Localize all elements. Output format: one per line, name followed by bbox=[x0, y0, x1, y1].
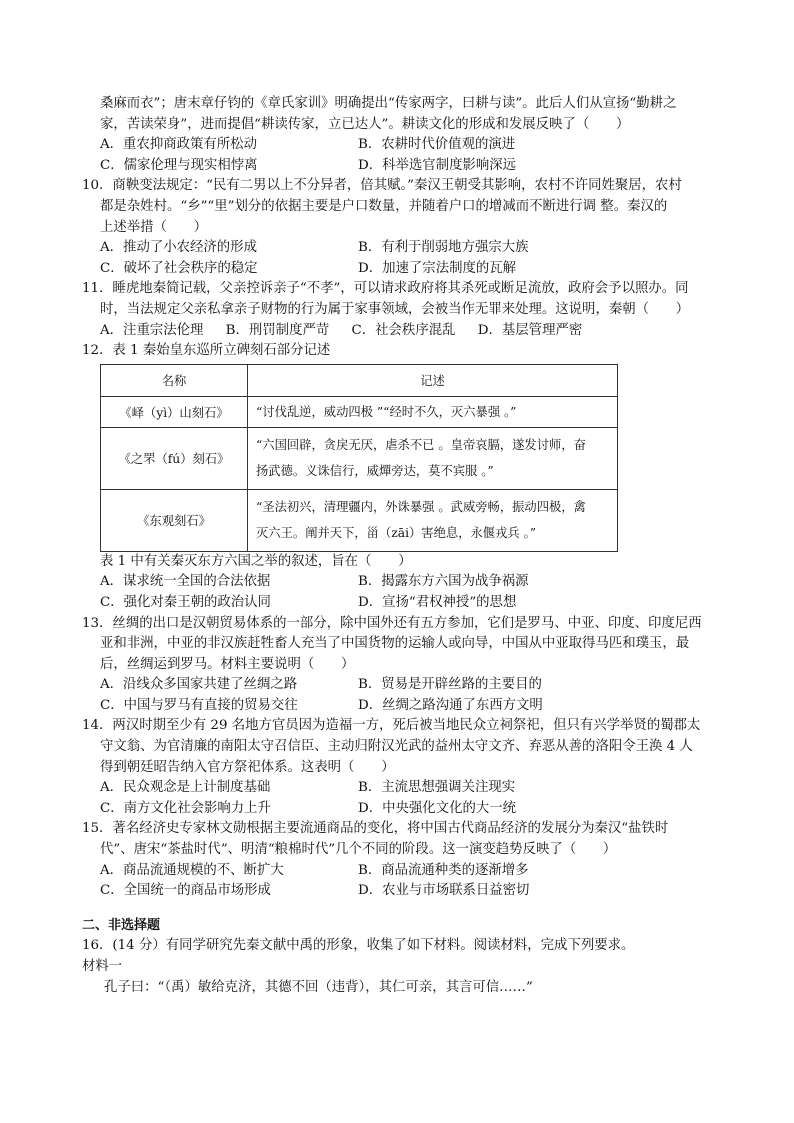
record-line: 扬武德。义诛信行，威燀旁达，莫不宾服 。” bbox=[256, 464, 494, 479]
q13-text-line3: 后，丝绸运到罗马。材料主要说明（ ） bbox=[100, 656, 355, 672]
record-line: “讨伐乱逆，威动四极 ”“经时不久，灭六暴强 。” bbox=[256, 404, 517, 419]
table-cell-name: 《东观刻石》 bbox=[101, 489, 248, 551]
q9-option-c[interactable]: C．儒家伦理与现实相悖离 bbox=[100, 157, 258, 173]
q14-option-c[interactable]: C．南方文化社会影响力上升 bbox=[100, 800, 271, 816]
q15-options-row1 bbox=[100, 861, 712, 882]
q12-stem: 表 1 中有关秦灭东方六国之举的叙述，旨在（ ） bbox=[100, 553, 412, 569]
q12-option-d[interactable]: D．宣扬“君权神授”的思想 bbox=[358, 594, 517, 610]
q10-option-b[interactable]: B．有利于削弱地方强宗大族 bbox=[358, 240, 529, 256]
q9-text-line1: 桑麻而衣”；唐末章仔钧的《章氏家训》明确提出“传家两字，曰耕与读”。此后人们从宣扬“勤耕之 bbox=[100, 96, 677, 111]
table-cell-name: 《峄（yì）山刻石》 bbox=[101, 396, 248, 427]
q12-options-row1 bbox=[100, 572, 712, 593]
q13-text-line1: 13．丝绸的出口是汉朝贸易体系的一部分，除中国外还有五方参加，它们是罗马、中亚、印度、印度尼西 bbox=[82, 615, 702, 631]
q13-text-line2: 亚和非洲，中亚的非汉族赶牲畜人充当了中国货物的运输人或向导，中国从中亚取得马匹和璞玉，最 bbox=[100, 636, 690, 652]
q9-option-b[interactable]: B．农耕时代价值观的演进 bbox=[358, 137, 516, 153]
record-line: “圣法初兴，清理疆内，外诛暴强 。武威旁畅，振动四极，禽 bbox=[256, 500, 586, 515]
q11-option-b[interactable]: B．刑罚制度严苛 bbox=[225, 322, 330, 338]
q15-text-line1: 15．著名经济史专家林文勋根据主要流通商品的变化，将中国古代商品经济的发展分为秦汉“盐铁时 bbox=[82, 821, 669, 837]
table-header-name: 名称 bbox=[101, 364, 248, 396]
q10-option-c[interactable]: C．破坏了社会秩序的稳定 bbox=[100, 260, 258, 276]
q12-option-c[interactable]: C．强化对秦王朝的政治认同 bbox=[100, 594, 271, 610]
table-cell-name: 《之罘（fú）刻石》 bbox=[101, 427, 248, 489]
table-header-record: 记述 bbox=[248, 364, 618, 396]
q14-option-a[interactable]: A．民众观念是上计制度基础 bbox=[100, 780, 271, 796]
q11-option-d[interactable]: D．基层管理严密 bbox=[477, 322, 583, 338]
q10-options-row2 bbox=[100, 259, 712, 280]
q15-options-row2 bbox=[100, 881, 712, 902]
q12-option-a[interactable]: A．谋求统一全国的合法依据 bbox=[100, 574, 271, 590]
q12-table bbox=[100, 364, 618, 552]
material-label: 材料一 bbox=[82, 959, 123, 974]
record-line: 灭六王。阐并天下，甾（zāi）害绝息，永偃戎兵 。” bbox=[256, 526, 537, 541]
q14-text-line1: 14．两汉时期至少有 29 名地方官员因为造福一方，死后被当地民众立祠祭祀，但只有兴学举贤的蜀郡太 bbox=[82, 718, 701, 734]
question-15 bbox=[82, 819, 712, 901]
q14-text-line3: 得到朝廷昭告纳入官方祭祀体系。这表明（ ） bbox=[100, 759, 395, 775]
q13-options-row2 bbox=[100, 696, 712, 717]
q13-options-row1 bbox=[100, 675, 712, 696]
table-cell-record bbox=[248, 489, 618, 551]
q10-option-a[interactable]: A．推动了小农经济的形成 bbox=[100, 240, 257, 256]
q12-title: 12．表 1 秦始皇东巡所立碑刻石部分记述 bbox=[82, 343, 331, 359]
question-9 bbox=[100, 94, 712, 176]
table-row bbox=[101, 396, 618, 427]
question-13 bbox=[82, 614, 712, 717]
q10-options-row1 bbox=[100, 238, 712, 259]
q10-option-d[interactable]: D．加速了宗法制度的瓦解 bbox=[358, 260, 517, 276]
q13-option-b[interactable]: B．贸易是开辟丝路的主要目的 bbox=[358, 677, 542, 693]
q16-stem: 16．(14 分）有同学研究先秦文献中禹的形象，收集了如下材料。阅读材料，完成下列要求。 bbox=[82, 938, 635, 954]
q14-options-row1 bbox=[100, 778, 712, 799]
q15-text-line2: 代”、唐宋“茶盐时代”、明清“粮棉时代”几个不同的阶段。这一演变趋势反映了（ ） bbox=[100, 842, 617, 858]
question-11 bbox=[82, 279, 712, 341]
exam-page bbox=[82, 94, 712, 998]
q9-option-d[interactable]: D．科举选官制度影响深远 bbox=[358, 157, 517, 173]
q13-option-c[interactable]: C．中国与罗马有直接的贸易交往 bbox=[100, 697, 298, 713]
q11-option-a[interactable]: A．注重宗法伦理 bbox=[100, 322, 204, 338]
material-quote: 孔子曰：“（禹）敏给克济，其德不回（违背），其仁可亲，其言可信……” bbox=[104, 979, 533, 995]
section-non-choice bbox=[82, 916, 712, 998]
q12-option-b[interactable]: B．揭露东方六国为战争祸源 bbox=[358, 574, 529, 590]
q11-option-c[interactable]: C．社会秩序混乱 bbox=[351, 322, 456, 338]
q9-options-row2 bbox=[100, 156, 712, 177]
q13-option-d[interactable]: D．丝绸之路沟通了东西方文明 bbox=[358, 697, 543, 713]
q11-text-line1: 11．睡虎地秦简记载，父亲控诉亲子“不孝”，可以请求政府将其杀死或断足流放，政府会予以照办。同 bbox=[82, 281, 689, 297]
q14-option-d[interactable]: D．中央强化文化的大一统 bbox=[358, 800, 517, 816]
q10-text-line3: 上述举措（ ） bbox=[100, 219, 208, 235]
question-14 bbox=[82, 716, 712, 819]
question-10 bbox=[82, 176, 712, 279]
q14-text-line2: 守文翁、为官清廉的南阳太守召信臣、主动归附汉光武的益州太守文齐、弃恶从善的洛阳令王涣 4 人 bbox=[100, 739, 693, 755]
record-line: “六国回辟，贪戾无厌，虐杀不已 。皇帝哀膈，遂发讨师，奋 bbox=[256, 438, 586, 453]
table-row bbox=[101, 427, 618, 489]
table-cell-record bbox=[248, 427, 618, 489]
q15-option-b[interactable]: B．商品流通种类的逐渐增多 bbox=[358, 862, 529, 878]
question-12 bbox=[82, 341, 712, 613]
q15-option-c[interactable]: C．全国统一的商品市场形成 bbox=[100, 883, 271, 899]
q9-options-row1 bbox=[100, 135, 712, 156]
q14-options-row2 bbox=[100, 799, 712, 820]
q10-text-line1: 10．商鞅变法规定：“民有二男以上不分异者，倍其赋。”秦汉王朝受其影响，农村不许同姓聚居，农村 bbox=[82, 178, 682, 194]
q15-option-d[interactable]: D．农业与市场联系日益密切 bbox=[358, 883, 530, 899]
table-row bbox=[101, 489, 618, 551]
q14-option-b[interactable]: B．主流思想强调关注现实 bbox=[358, 780, 516, 796]
q11-text-line2: 时，当法规定父亲私拿亲子财物的行为属于家事领域，会被当作无罪来处理。这说明，秦朝（ ） bbox=[100, 301, 690, 317]
q10-text-line2: 都是杂姓村。“乡”“里”划分的依据主要是户口数量，并随着户口的增减而不断进行调 整。秦汉的 bbox=[100, 198, 668, 214]
q13-option-a[interactable]: A．沿线众多国家共建了丝绸之路 bbox=[100, 677, 298, 693]
table-cell-record bbox=[248, 396, 618, 427]
q9-text-line2: 家，苦读荣身”，进而提倡“耕读传家，立已达人”。耕读文化的形成和发展反映了（ ） bbox=[100, 116, 630, 132]
q11-options bbox=[100, 321, 712, 342]
q12-options-row2 bbox=[100, 593, 712, 614]
q9-option-a[interactable]: A．重农抑商政策有所松动 bbox=[100, 137, 257, 153]
q15-option-a[interactable]: A．商品流通规模的不、断扩大 bbox=[100, 862, 284, 878]
section-title: 二、非选择题 bbox=[82, 917, 161, 933]
